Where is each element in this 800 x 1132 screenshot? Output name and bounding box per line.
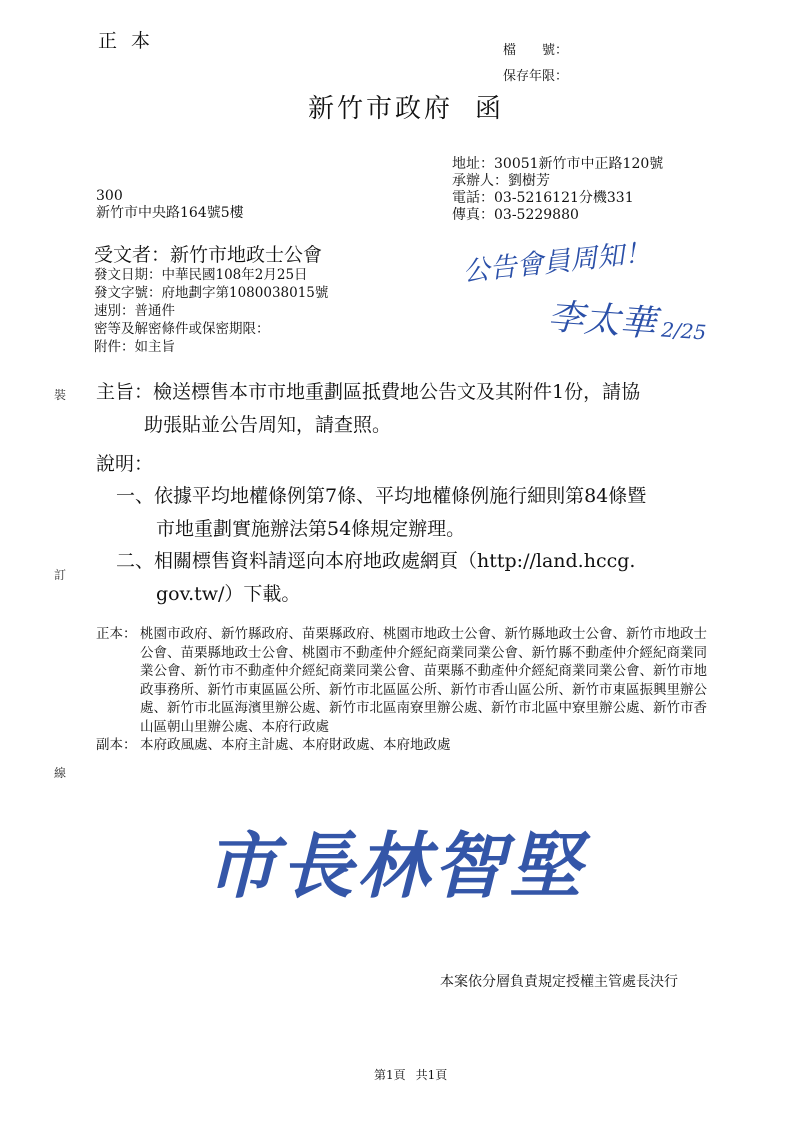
retention-label: 保存年限： [503, 69, 569, 84]
title-type: 函 [475, 94, 505, 124]
contact-block [452, 156, 663, 224]
original-text: 桃園市政府、新竹縣政府、苗栗縣政府、桃園市地政士公會、新竹縣地政士公會、新竹市地政士公會、苗栗縣地政士公會、桃園市不動產仲介經紀商業同業公會、新竹縣不動產仲介經紀商業同業公會、新竹市不動產仲介經紀商業同業公會、苗栗縣不動產仲介經紀商業同業公會、新竹市地政事務所、新竹市東區區公所、新竹市北區區公所、新竹市香山區公所、新竹市東區振興里辦公處、新竹市北區海濱里辦公處、新竹市北區南寮里辦公處、新竹市北區中寮里辦公處、新竹市香山區朝山里辦公處、本府行政處 [140, 626, 707, 735]
explanation-item-line-1: 二、相關標售資料請逕向本府地政處網頁（http://land.hccg. [116, 550, 636, 572]
handwritten-signoff-date: 2/25 [660, 317, 708, 345]
contact-fax: 傳真：03-5229880 [452, 207, 579, 223]
copy-recipients [96, 736, 716, 755]
explanation-item-line-2: gov.tw/）下載。 [156, 583, 301, 605]
original-label: 正本： [96, 626, 137, 642]
document-title [308, 88, 504, 125]
binding-mark: 訂 [54, 568, 67, 582]
handwritten-signoff [546, 289, 708, 351]
speed-class: 速別：普通件 [94, 303, 175, 319]
issue-date: 發文日期：中華民國108年2月25日 [94, 267, 308, 283]
mayor-signature-stamp: 市長林智堅 [205, 823, 586, 908]
copy-mark: 正 本 [98, 30, 155, 52]
explanation-item [116, 545, 716, 611]
page-current: 第1頁 [374, 1068, 406, 1082]
copy-text: 本府政風處、本府主計處、本府財政處、本府地政處 [140, 737, 451, 753]
subject [96, 376, 736, 442]
contact-phone: 電話：03-5216121分機331 [452, 190, 634, 206]
subject-line-1: 主旨：檢送標售本市市地重劃區抵費地公告文及其附件1份，請協 [96, 381, 641, 403]
postal-address: 新竹市中央路164號5樓 [96, 205, 244, 221]
postal-zip: 300 [96, 188, 123, 204]
contact-handler: 承辦人：劉樹芳 [452, 173, 550, 189]
postal-block [96, 188, 244, 222]
contact-address: 地址：30051新竹市中正路120號 [452, 156, 664, 172]
explanation-label: 說明： [96, 453, 154, 475]
file-number-label: 檔 號： [503, 43, 569, 58]
page-number [374, 1066, 447, 1083]
reference-number: 發文字號：府地劃字第1080038015號 [94, 285, 329, 301]
security-class: 密等及解密條件或保密期限： [94, 321, 270, 337]
recipient: 受文者：新竹市地政士公會 [94, 244, 323, 266]
subject-line-2: 助張貼並公告周知，請查照。 [144, 414, 392, 436]
explanation-item-line-1: 一、依據平均地權條例第7條、平均地權條例施行細則第84條暨 [116, 485, 647, 507]
title-org: 新竹市政府 [308, 94, 454, 124]
handwritten-signoff-name: 李太華 [546, 296, 658, 345]
distribution-list [96, 625, 716, 755]
page-total: 共1頁 [415, 1068, 448, 1082]
handwritten-note: 公告會員周知！ [461, 237, 653, 288]
explanation-item-line-2: 市地重劃實施辦法第54條規定辦理。 [156, 518, 466, 540]
binding-mark: 裝 [54, 388, 67, 402]
meta-block [94, 266, 328, 356]
archive-info [503, 38, 568, 90]
authorization-note: 本案依分層負責規定授權主管處長決行 [440, 974, 678, 990]
original-recipients [96, 625, 716, 736]
explanation-item [116, 480, 716, 546]
attachment: 附件：如主旨 [94, 339, 175, 355]
binding-mark: 線 [54, 766, 67, 780]
copy-label: 副本： [96, 737, 137, 753]
